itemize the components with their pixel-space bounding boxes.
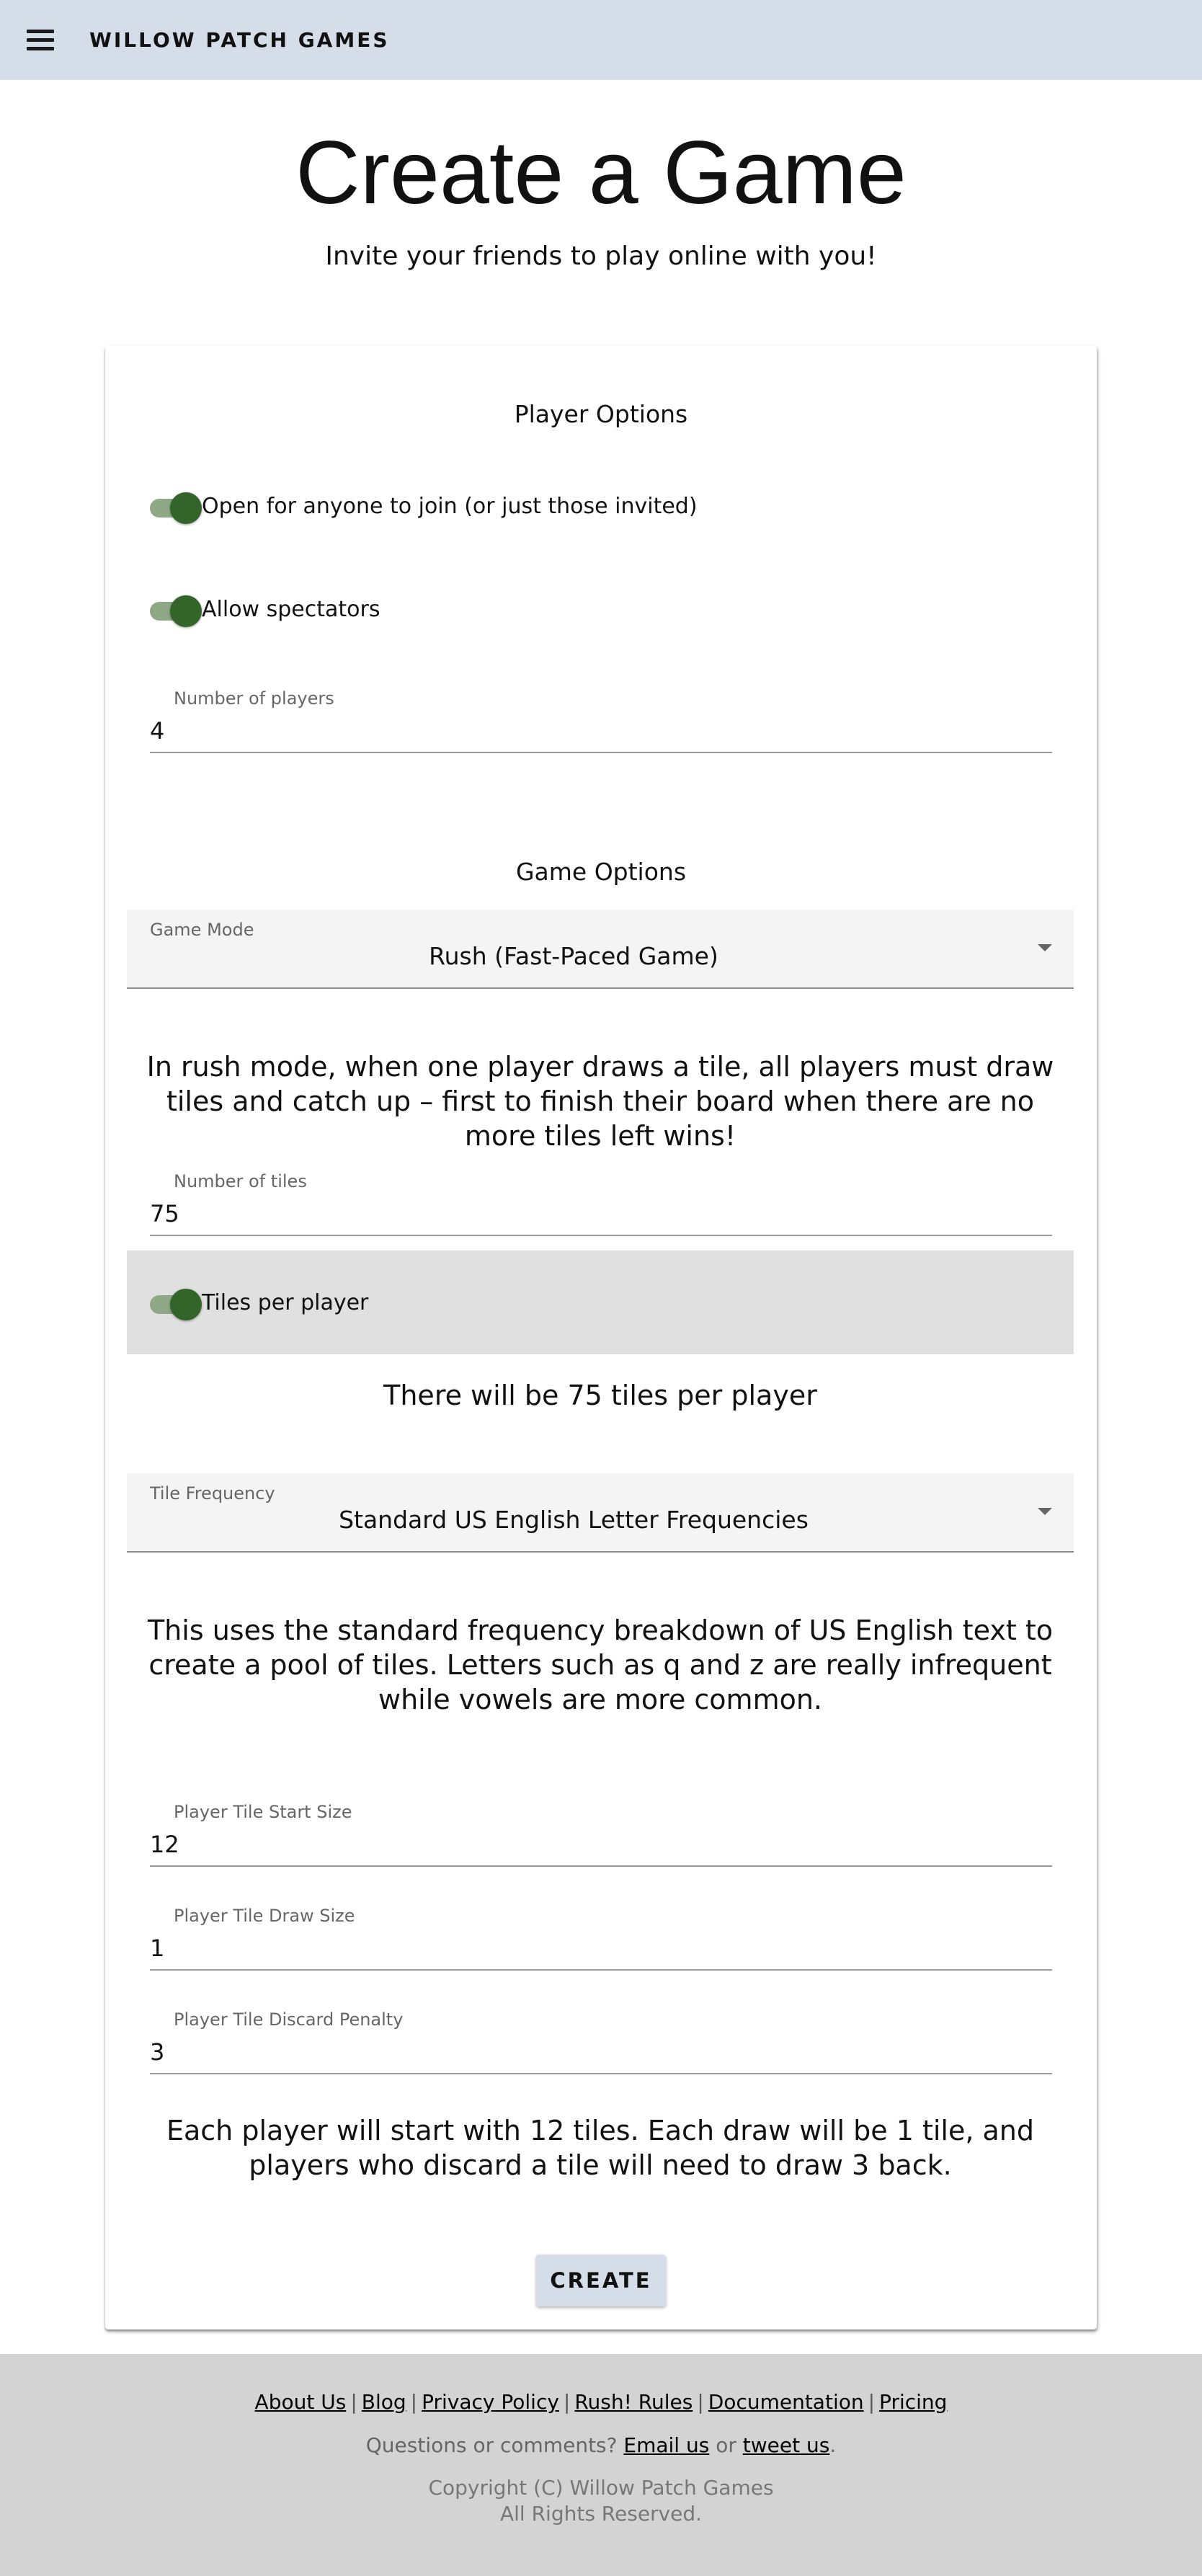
- tiles-summary: There will be 75 tiles per player: [383, 1380, 817, 1411]
- create-game-card: [105, 346, 1097, 2329]
- open-join-label: Open for anyone to join (or just those invited): [202, 493, 698, 519]
- tiles-per-player-switch[interactable]: [150, 1287, 202, 1318]
- game-mode-label: Game Mode: [150, 920, 254, 940]
- contact-line: [0, 2433, 1202, 2457]
- switch-thumb: [170, 595, 202, 627]
- page-title: Create a Game: [295, 123, 907, 223]
- discard-penalty-value[interactable]: 3: [150, 2038, 165, 2066]
- tiles-per-player-label: Tiles per player: [202, 1289, 369, 1315]
- start-size-value[interactable]: 12: [150, 1831, 179, 1858]
- discard-penalty-field[interactable]: [150, 2009, 1052, 2074]
- email-link[interactable]: Email us: [623, 2433, 710, 2457]
- player-options-title: Player Options: [514, 400, 688, 428]
- footer-link-blog[interactable]: Blog: [361, 2390, 406, 2414]
- num-tiles-label: Number of tiles: [174, 1171, 307, 1191]
- create-button[interactable]: CREATE: [536, 2255, 666, 2306]
- dropdown-arrow-icon: [1038, 944, 1052, 951]
- footer-link-rush-rules[interactable]: Rush! Rules: [574, 2390, 693, 2414]
- discard-penalty-label: Player Tile Discard Penalty: [174, 2009, 404, 2030]
- draw-size-field[interactable]: [150, 1906, 1052, 1971]
- tiles-per-player-toggle-row: [150, 1281, 368, 1324]
- draw-size-value[interactable]: 1: [150, 1935, 165, 1962]
- rules-summary: Each player will start with 12 tiles. Each draw will be 1 tile, and players who discard a tile will need to draw 3 back.: [166, 2115, 1035, 2181]
- copyright-line-1: Copyright (C) Willow Patch Games: [428, 2476, 774, 2500]
- open-join-switch[interactable]: [150, 490, 202, 522]
- allow-spectators-row: [150, 587, 380, 631]
- footer-separator: |: [563, 2390, 571, 2414]
- start-size-label: Player Tile Start Size: [174, 1802, 352, 1822]
- menu-icon-bar: [27, 47, 54, 50]
- tile-frequency-select[interactable]: [127, 1473, 1074, 1553]
- page-subtitle: Invite your friends to play online with you!: [325, 241, 877, 271]
- copyright: [0, 2475, 1202, 2527]
- game-options-title: Game Options: [515, 858, 687, 886]
- brand-title[interactable]: WILLOW PATCH GAMES: [89, 28, 390, 52]
- num-players-label: Number of players: [174, 688, 334, 709]
- contact-suffix: .: [829, 2433, 837, 2457]
- open-join-row: [150, 484, 698, 528]
- num-tiles-field[interactable]: [150, 1171, 1052, 1236]
- footer-separator: |: [697, 2390, 704, 2414]
- game-mode-value: Rush (Fast-Paced Game): [429, 942, 718, 970]
- menu-icon-bar: [27, 30, 54, 33]
- tile-frequency-value: Standard US English Letter Frequencies: [339, 1506, 809, 1534]
- footer-link-documentation[interactable]: Documentation: [708, 2390, 864, 2414]
- dropdown-arrow-icon: [1038, 1508, 1052, 1515]
- footer-link-about[interactable]: About Us: [254, 2390, 347, 2414]
- footer-link-pricing[interactable]: Pricing: [879, 2390, 948, 2414]
- menu-icon[interactable]: [19, 19, 62, 62]
- game-mode-description: In rush mode, when one player draws a tile, all players must draw tiles and catch up – first to finish their board when there are no more tiles left wins!: [146, 1051, 1054, 1152]
- footer-separator: |: [868, 2390, 876, 2414]
- allow-spectators-label: Allow spectators: [202, 596, 380, 622]
- footer-links: [0, 2390, 1202, 2414]
- footer: [0, 2354, 1202, 2576]
- tile-frequency-description: This uses the standard frequency breakdown of US English text to create a pool of tiles. Letters such as q and z are really infrequent while vowels are more common.: [147, 1615, 1054, 1715]
- start-size-field[interactable]: [150, 1802, 1052, 1867]
- draw-size-label: Player Tile Draw Size: [174, 1906, 355, 1926]
- footer-separator: |: [410, 2390, 418, 2414]
- num-tiles-value[interactable]: 75: [150, 1200, 179, 1227]
- footer-link-privacy[interactable]: Privacy Policy: [422, 2390, 559, 2414]
- game-mode-select[interactable]: [127, 910, 1074, 989]
- contact-or: or: [716, 2433, 736, 2457]
- copyright-line-2: All Rights Reserved.: [499, 2502, 703, 2526]
- num-players-value[interactable]: 4: [150, 717, 165, 745]
- app-bar: [0, 0, 1202, 80]
- allow-spectators-switch[interactable]: [150, 593, 202, 625]
- menu-icon-bar: [27, 38, 54, 42]
- tweet-link[interactable]: tweet us: [742, 2433, 830, 2457]
- switch-thumb: [170, 492, 202, 524]
- contact-prefix: Questions or comments?: [365, 2433, 618, 2457]
- num-players-field[interactable]: [150, 688, 1052, 753]
- footer-separator: |: [350, 2390, 357, 2414]
- switch-thumb: [170, 1289, 202, 1320]
- tile-frequency-label: Tile Frequency: [150, 1483, 275, 1504]
